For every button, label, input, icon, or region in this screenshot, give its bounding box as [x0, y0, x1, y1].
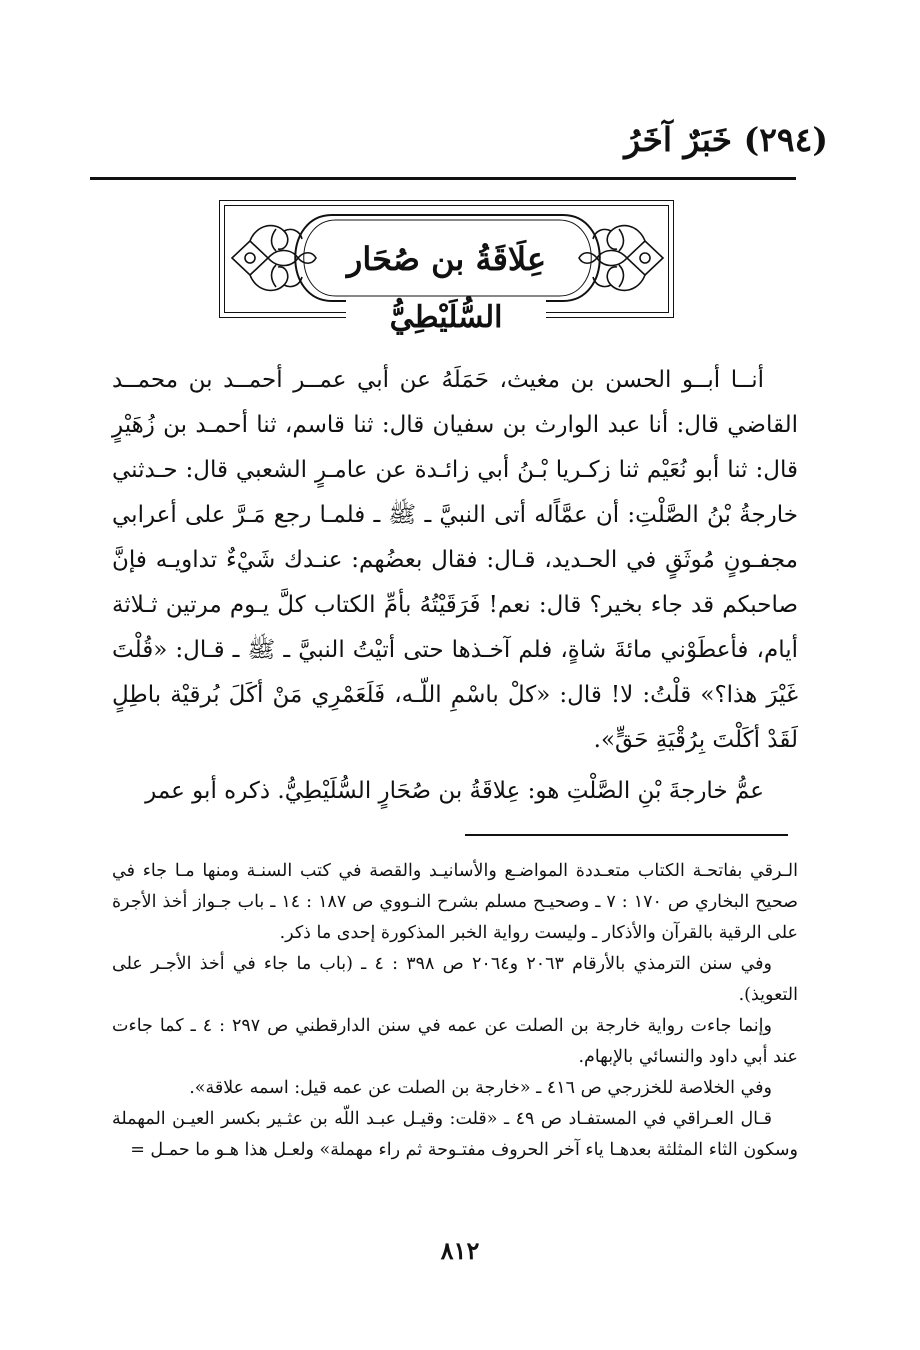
- footnote-separator: [465, 834, 788, 836]
- footnote-paragraph: وفي الخلاصة للخزرجي ص ٤١٦ ـ «خارجة بن الصلت عن عمه قيل: اسمه علاقة».: [189, 1078, 772, 1098]
- footnote-paragraph: وفي سنن الترمذي بالأرقام ٢٠٦٣ و٢٠٦٤ ص ٣٩٨ : ٤ ـ (باب ما جاء في أخذ الأجـر على التعويذ).: [112, 954, 798, 1005]
- body-paragraph: عمُّ خارجةَ بْنِ الصَّلْتِ هو: عِلاقَةُ بن صُحَارٍ السُّلَيْطِيُّ. ذكره أبو عمر: [145, 778, 764, 804]
- main-text: [112, 358, 798, 814]
- body-paragraph: أنــا أبــو الحسن بن مغيث، حَمَلَهُ عن أبي عمــر أحمــد بن محمــد القاضي قال: أنا عبد الوارث بن سفيان قال: ثنا قاسم، ثنا أحمـد بن زُهَيْرٍ قال: ثنا أبو نُعَيْم ثنا زكـريا بْـنُ أبي زائـدة عن عامـرٍ الشعبي قال: حـدثني خارجةُ بْنُ الصَّلْتِ: أن عمَّاًله أتى النبيَّ ـ ﷺ ـ فلمـا رجع مَـرَّ على أعرابي مجفـونٍ مُوثَقٍ في الحـديد، قـال: فقال بعضُهم: عنـدك شَيْءٌ تداويـه فإنَّ صاحبكم قد جاء بخير؟ قال: نعم! فَرَقَيْتُهُ بأمِّ الكتاب كلَّ يـوم مرتين ثـلاثة أيام، فأعطَوْني مائةَ شاةٍ، فلم آخـذها حتى أتيْتُ النبيَّ ـ ﷺ ـ قـال: «قُلْتَ غَيْرَ هذا؟» قلْتُ: لا! قال: «كلْ باسْمِ اللّـه، فَلَعَمْرِي مَنْ أكَلَ بُرقيْة باطِلٍ لَقَدْ أكَلْتَ بِرُقْيَةِ حَقٍّ».: [112, 367, 798, 753]
- footnote-paragraph: قـال العـراقي في المستفـاد ص ٤٩ ـ «قلت: وقيـل عبـد اللّه بن عثـير بكسر العيـن المهملة وسكون الثاء المثلثة بعدهـا ياء آخر الحروف مفتـوحة ثم راء مهملة» ولعـل هذا هـو ما حمـل =: [112, 1109, 798, 1160]
- footnote-paragraph: الـرقي بفاتحـة الكتاب متعـددة المواضـع والأسانيـد والقصة في كتب السنـة ومنها مـا جاء في صحيح البخاري ص ١٧٠ : ٧ ـ وصحيـح مسلم بشرح النـووي ص ١٨٧ : ١٤ ـ باب جـواز أخذ الأجرة على الرقية بالقرآن والأذكار ـ وليست رواية الخبر المذكورة إحدى ما ذكر.: [112, 861, 798, 943]
- footnote-paragraph: وإنما جاءت رواية خارجة بن الصلت عن عمه في سنن الدارقطني ص ٢٩٧ : ٤ ـ كما جاءت عند أبي داود والنسائي بالإبهام.: [112, 1016, 798, 1067]
- header-rule: [90, 177, 796, 180]
- chapter-title-line2: السُّلَيْطِيُّ: [346, 300, 546, 335]
- footnotes: [112, 856, 798, 1166]
- chapter-title-line1: عِلَاقَةُ بن صُحَار: [346, 240, 547, 278]
- running-head-title: (٢٩٤) خَبَرٌ آخَرُ: [624, 120, 828, 159]
- page-number: ٨١٢: [440, 1236, 480, 1265]
